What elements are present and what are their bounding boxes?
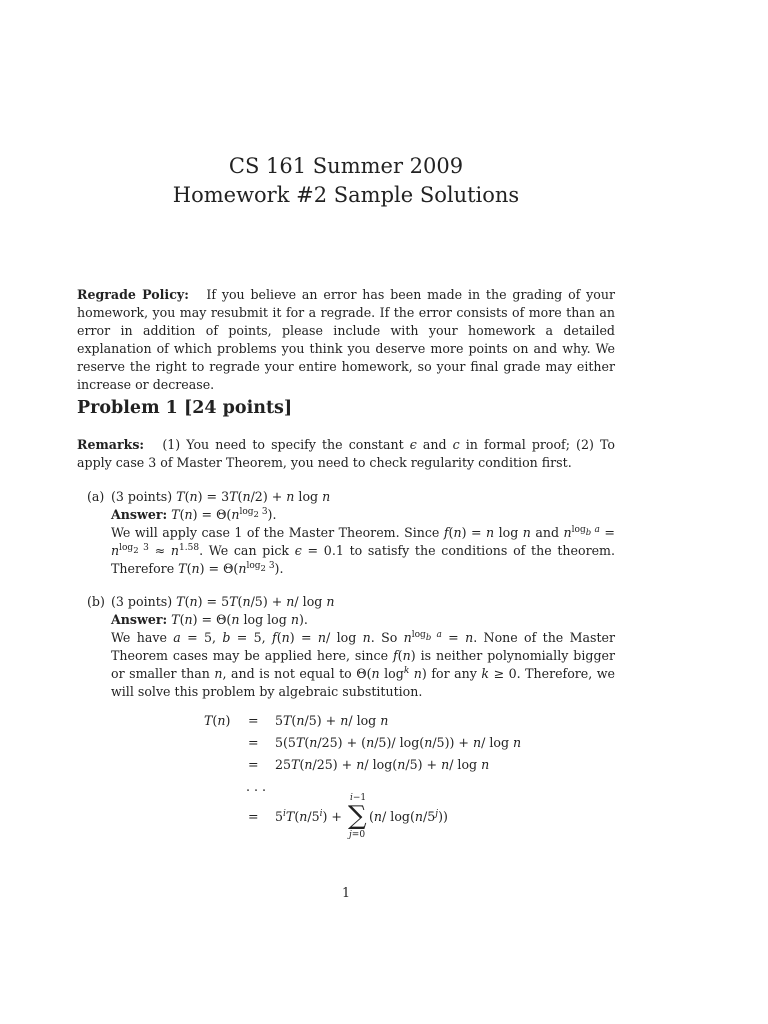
derivation-line-4-rhs: (n/ log(n/5$^j$)) — [369, 808, 448, 824]
problem-1b-explanation: We have a = 5, b = 5, f(n) = n/ log n. So $n^{log_b a} = n$. None of the Master Theorem cases may be applied here, since f(n) is neither polynomially bigger or smaller than n, and is not equal to Θ(n $\log^k n$) for any k ≥ 0. Therefore, we will solve this problem by algebraic substitution. — [111, 629, 615, 699]
summation-icon: ∑ — [348, 801, 367, 831]
sum-upper-limit: i−1 — [350, 793, 367, 803]
derivation-eq-1: = — [248, 713, 259, 728]
derivation-line-3: 25T(n/25) + n/ log(n/5) + n/ log n — [275, 757, 490, 772]
derivation-line-4-lhs: $5^iT(n/5^i)$ + — [275, 808, 342, 824]
sum-lower-limit: j=0 — [349, 830, 366, 840]
remarks-text-1: (1) You need to specify the constant — [162, 437, 404, 452]
problem-1a-explanation: We will apply case 1 of the Master Theorem. Since f(n) = n log n and $n^{log_b a} = n^{log_2 3} \approx n^{1.58}$. We can pick ϵ = 0.1 to satisfy the conditions of the theorem. Therefore $T(n) = \Theta(n^{log_2 3})$. — [111, 524, 615, 576]
document-title: CS 161 Summer 2009 — [228, 154, 464, 178]
document-subtitle: Homework #2 Sample Solutions — [172, 183, 520, 207]
problem-1a-statement: (3 points) T(n) = 3T(n/2) + n log n — [111, 489, 331, 504]
regrade-policy-paragraph — [77, 286, 615, 394]
derivation-line-1: 5T(n/5) + n/ log n — [275, 713, 389, 728]
problem-1a-answer: Answer: $T(n) = \Theta(n^{log_2 3})$. — [111, 506, 277, 522]
page-number: 1 — [341, 885, 350, 900]
problem-1a-marker: (a) — [87, 489, 105, 504]
regrade-policy-label: Regrade Policy: — [77, 287, 189, 302]
derivation-ellipsis: . . . — [246, 779, 267, 794]
problem-1b-marker: (b) — [87, 594, 105, 609]
problem-1a — [87, 488, 615, 578]
derivation-lhs: T(n) — [204, 713, 231, 728]
derivation-eq-2: = — [248, 735, 259, 750]
remarks-text-3: in formal proof; (2) To apply case 3 of Master Theorem, you need to check regularity condition first. — [77, 437, 615, 470]
problem-1-heading: Problem 1 [24 points] — [77, 398, 293, 418]
derivation-line-2: 5(5T(n/25) + (n/5)/ log(n/5)) + n/ log n — [275, 735, 522, 750]
derivation-eq-3: = — [248, 757, 259, 772]
remarks-text-2: and — [422, 437, 447, 452]
remarks-paragraph: Remarks: (1) You need to specify the constant ϵ and c in formal proof; (2) To apply case 3 of Master Theorem, you need to check regularity condition first. — [77, 437, 615, 470]
problem-1b-statement: (3 points) T(n) = 5T(n/5) + n/ log n — [111, 594, 335, 609]
remarks-label: Remarks: — [77, 437, 145, 452]
derivation-eq-4: = — [248, 809, 259, 824]
problem-1b — [87, 593, 615, 701]
problem-1b-answer: Answer: T(n) = Θ(n log log n). — [111, 612, 308, 627]
regrade-policy-text: If you believe an error has been made in the grading of your homework, you may resubmit it for a regrade. If the error consists of more than an error in addition of points, please include with your homework a detailed explanation of which problems you think you deserve more points on and why. We reserve the right to regrade your entire homework, so your final grade may either increase or decrease. — [77, 287, 615, 392]
